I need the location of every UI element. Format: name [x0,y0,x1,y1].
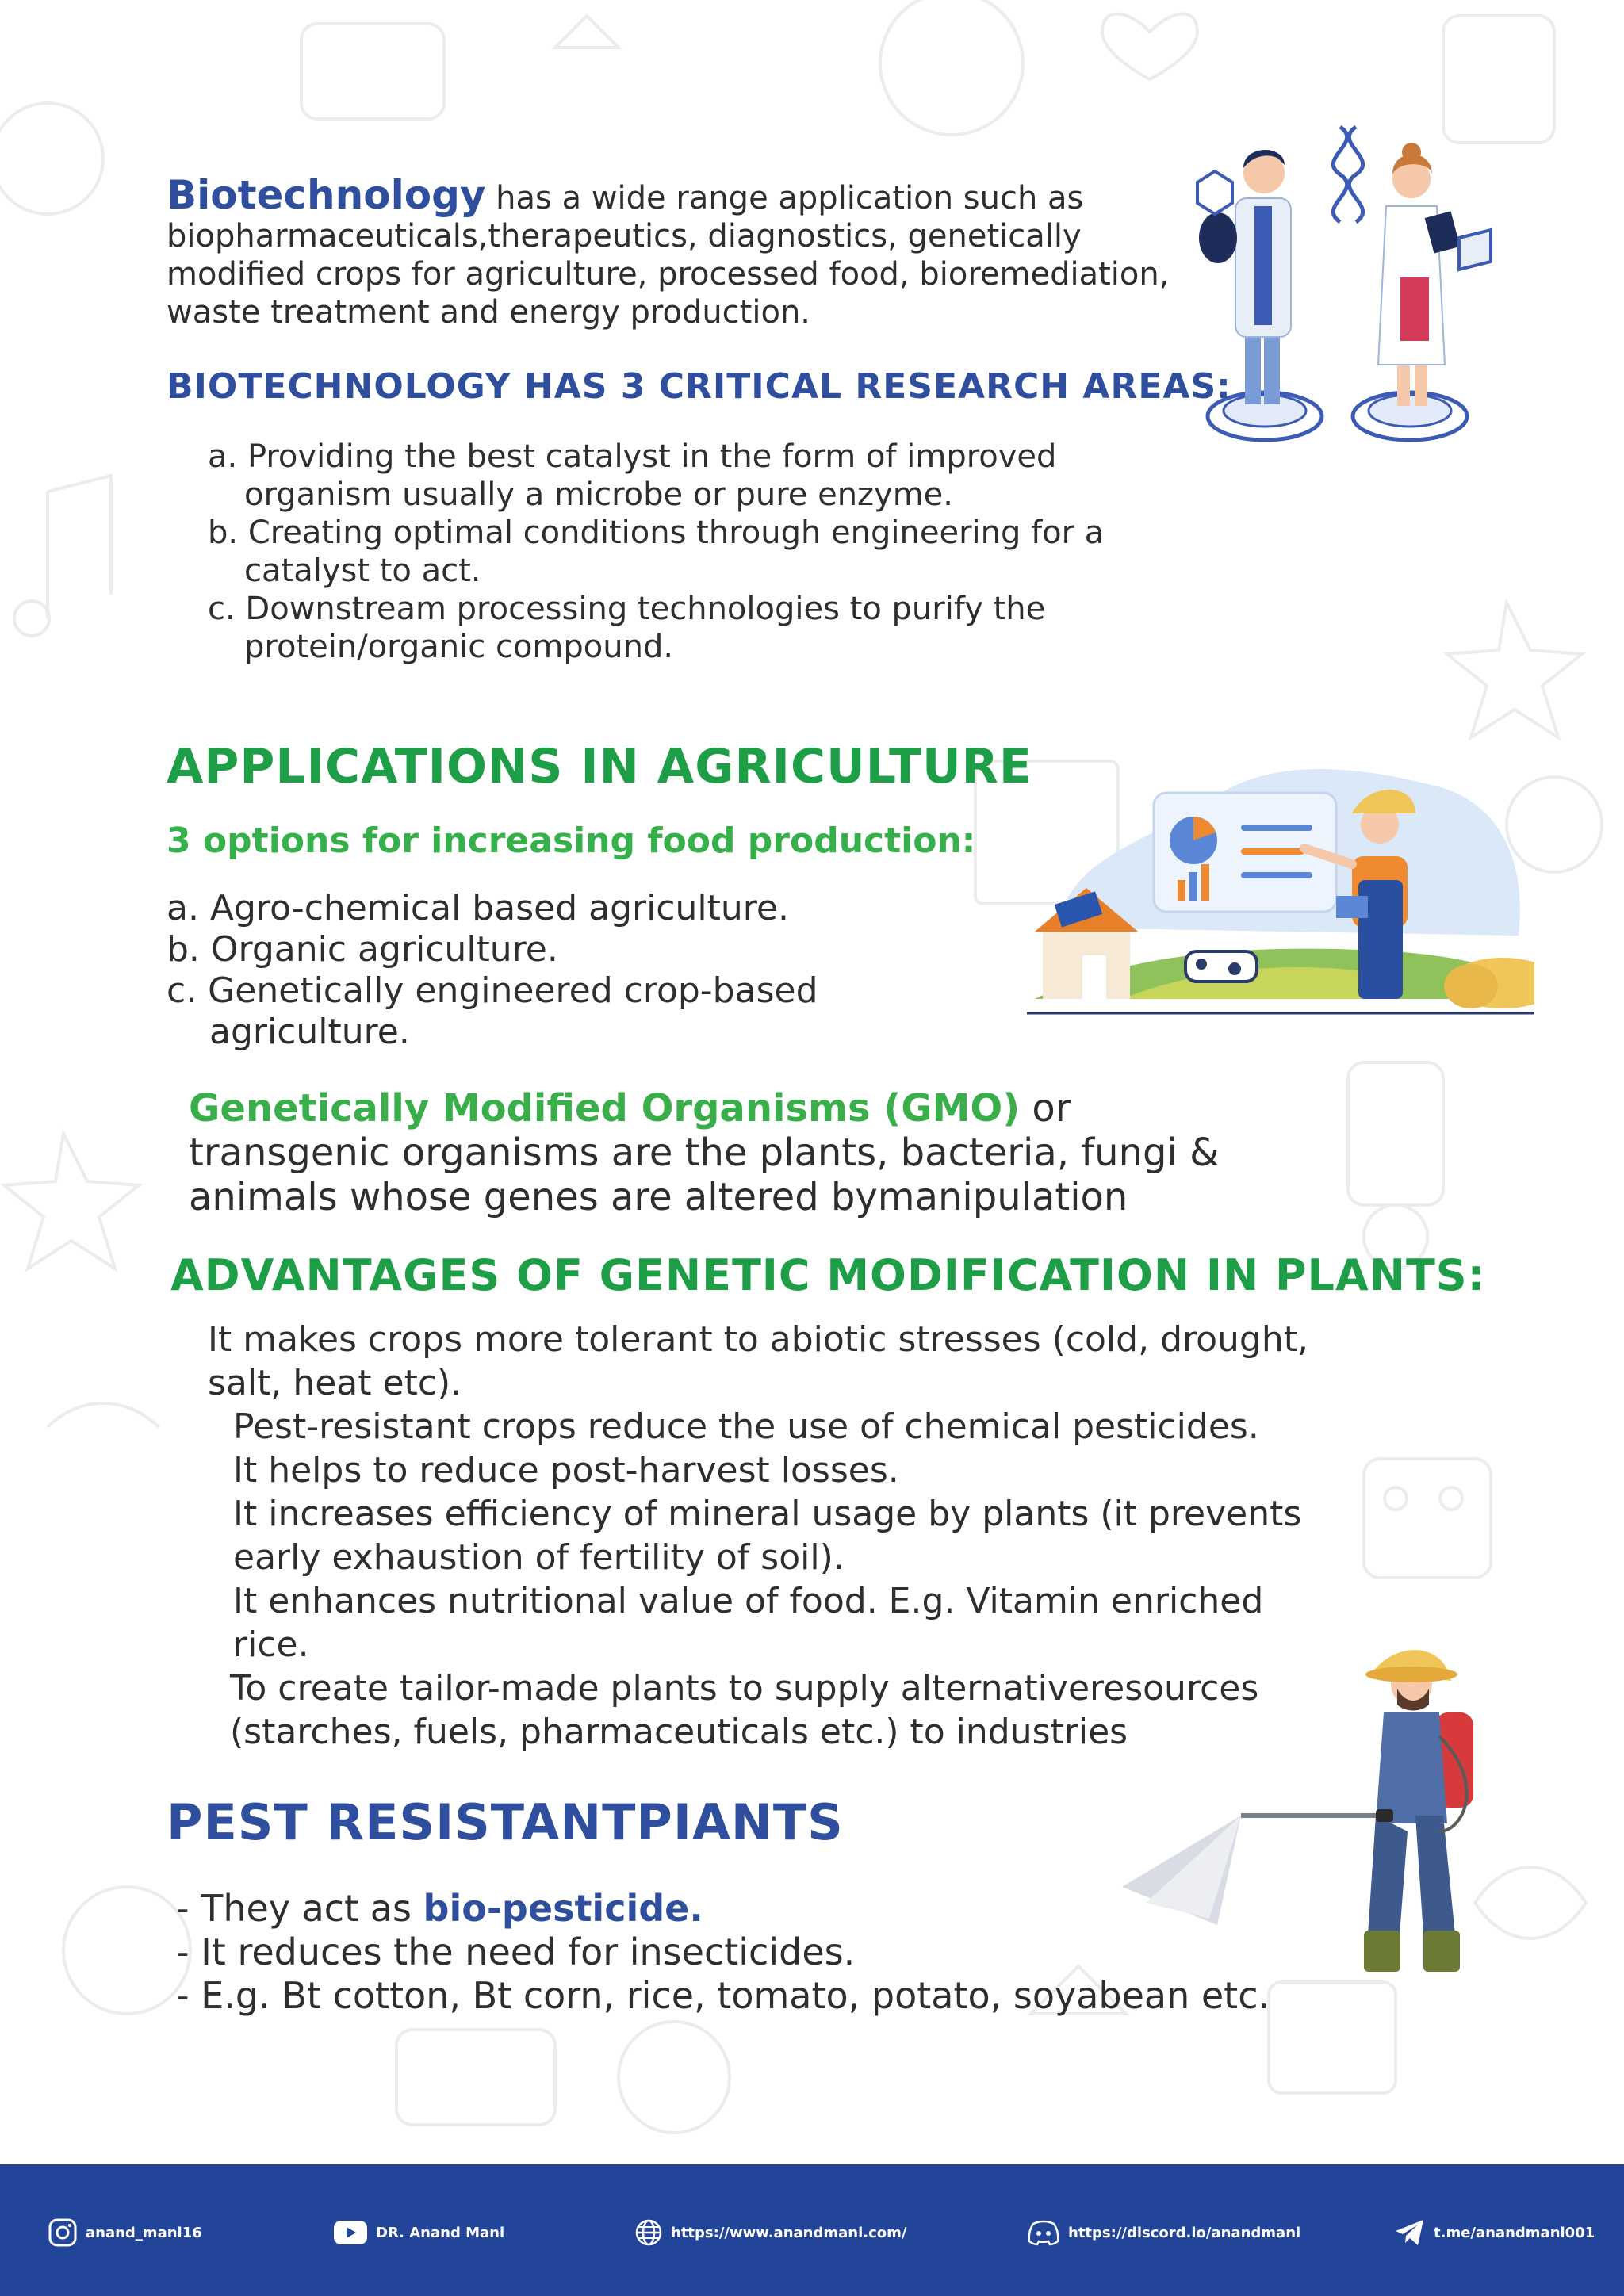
list-item: c. Genetically engineered crop-based agriculture. [167,970,818,1052]
telegram-url: t.me/anandmani001 [1434,2224,1595,2241]
list-item: Pest-resistant crops reduce the use of chemical pesticides. [233,1406,1259,1447]
list-item: It enhances nutritional value of food. E.g. Vitamin enriched rice. [233,1581,1264,1665]
discord-link[interactable] [1027,2217,1300,2248]
biopesticide-term: bio-pesticide. [423,1887,703,1930]
list-item [176,1887,1326,1931]
list-item: a. Providing the best catalyst in the form of improved organism usually a microbe or pure enzyme. [208,438,1057,513]
gmo-text: or transgenic organisms are the plants, bacteria, fungi & animals whose genes are altered bymanipulation [189,1086,1220,1219]
advantages-list [208,1318,1334,1754]
globe-icon [634,2218,663,2247]
list-item: It makes crops more tolerant to abiotic stresses (cold, drought, salt, heat etc). [208,1319,1308,1403]
instagram-link[interactable] [48,2217,202,2248]
youtube-channel: DR. Anand Mani [376,2224,505,2241]
agriculture-heading: APPLICATIONS IN AGRICULTURE [167,739,1032,794]
youtube-link[interactable] [333,2217,504,2248]
farmer-illustration [1027,761,1534,1015]
website-link[interactable] [634,2217,906,2248]
list-item: - It reduces the need for insecticides. [176,1931,856,1973]
list-item: - E.g. Bt cotton, Bt corn, rice, tomato, potato, soyabean etc. [176,1974,1270,2017]
list-item: b. Creating optimal conditions through engineering for a catalyst to act. [208,515,1105,589]
gmo-term: Genetically Modified Organisms (GMO) [189,1086,1021,1131]
list-item: a. Agro-chemical based agriculture. [167,888,789,928]
list-item: c. Downstream processing technologies to purify the protein/organic compound. [208,591,1046,665]
research-areas-heading: BIOTECHNOLOGY HAS 3 CRITICAL RESEARCH AREAS: [167,366,1231,407]
telegram-icon [1394,2218,1426,2247]
instagram-handle: anand_mani16 [86,2224,202,2241]
pest-resistant-plants-heading: PEST RESISTANTPIANTS [167,1793,844,1851]
instagram-icon [48,2218,78,2248]
intro-text: has a wide range application such as biopharmaceuticals,therapeutics, diagnostics, genetically modified crops for agriculture, processed food, bioremediation, waste treatment and energy production. [167,180,1170,331]
research-areas-list [208,438,1120,666]
discord-url: https://discord.io/anandmani [1068,2224,1301,2241]
biopesticide-prefix: - They act as [176,1887,423,1930]
gmo-definition [189,1086,1267,1219]
advantages-heading: ADVANTAGES OF GENETIC MODIFICATION IN PLANTS: [170,1250,1486,1300]
list-item: To create tailor-made plants to supply alternativeresources (starches, fuels, pharmaceuticals etc.) to industries [230,1668,1259,1752]
telegram-link[interactable] [1394,2217,1595,2248]
youtube-icon [333,2220,368,2245]
website-url: https://www.anandmani.com/ [671,2224,907,2241]
discord-icon [1027,2219,1060,2246]
food-production-subheading: 3 options for increasing food production: [167,821,976,861]
pest-resistant-list [176,1887,1326,2018]
list-item: b. Organic agriculture. [167,929,558,970]
intro-lead-term: Biotechnology [167,172,486,218]
food-production-options-list [167,888,944,1053]
list-item: It helps to reduce post-harvest losses. [233,1450,899,1490]
intro-paragraph [167,172,1197,331]
list-item: It increases efficiency of mineral usage by plants (it prevents early exhaustion of fertility of soil). [233,1494,1302,1578]
